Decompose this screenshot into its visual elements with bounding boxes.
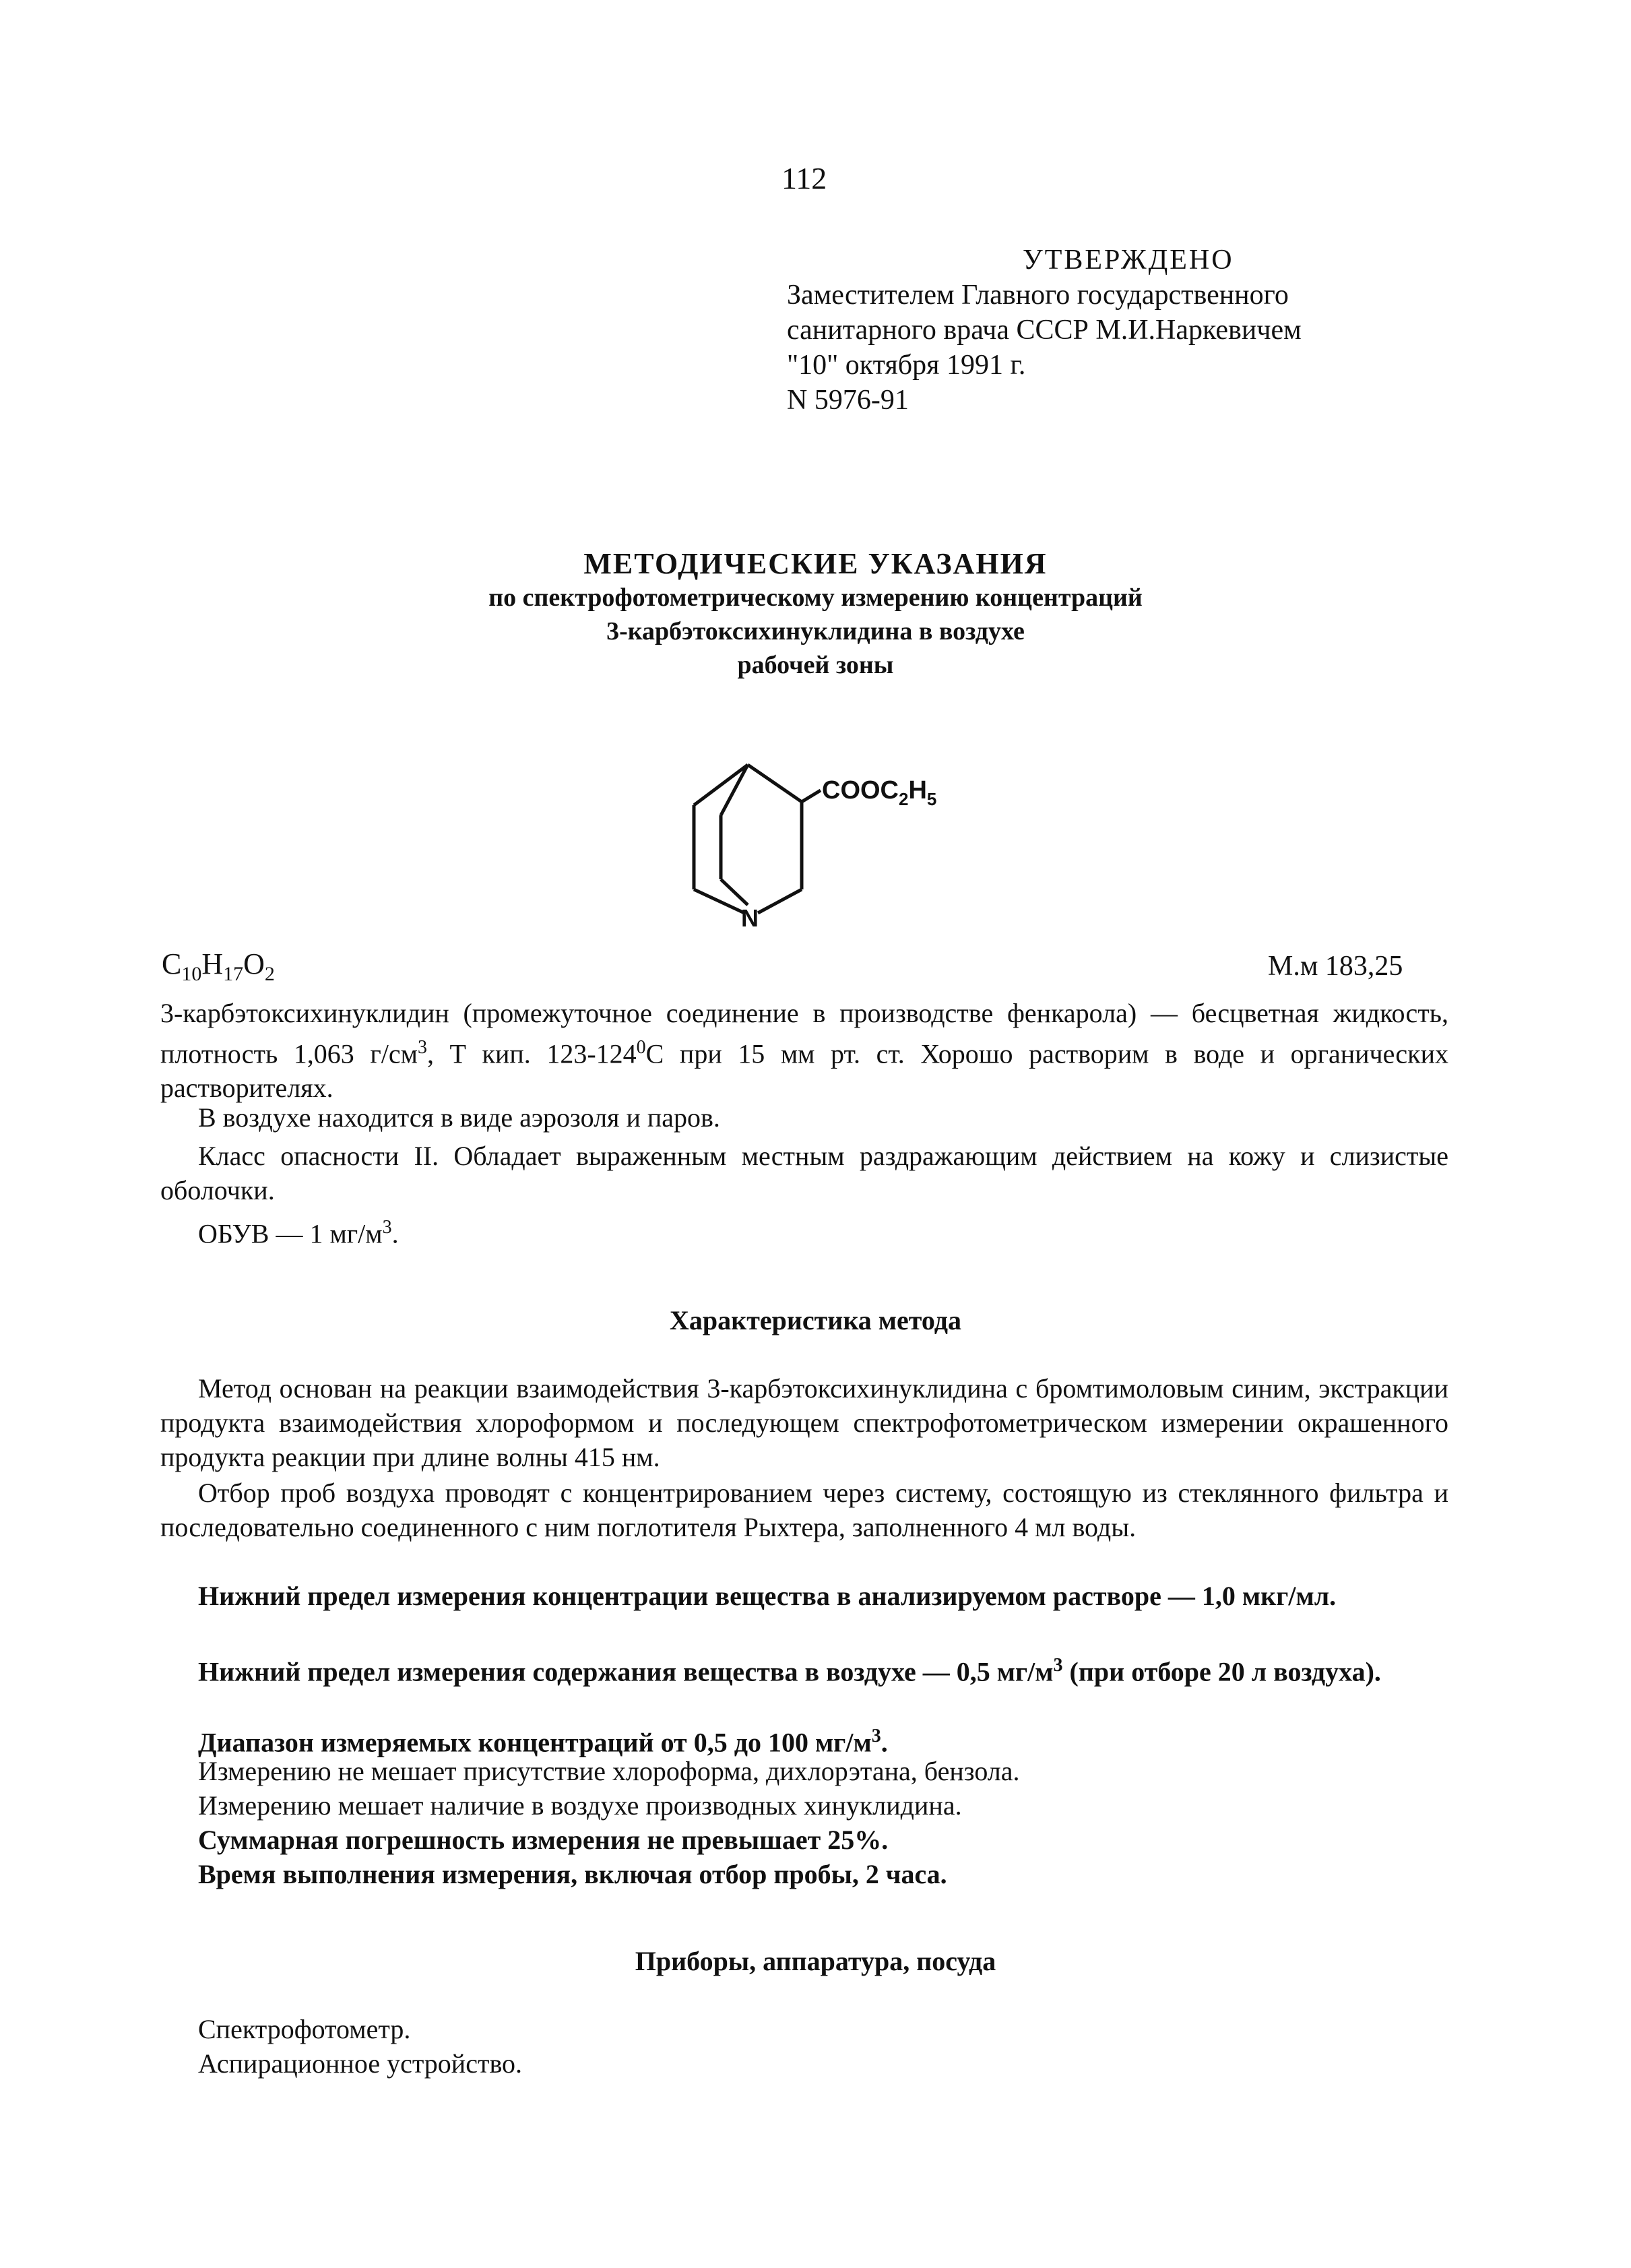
- page-number: 112: [781, 161, 827, 195]
- molar-mass: М.м 183,25: [1268, 951, 1403, 982]
- nitrogen-label: N: [741, 904, 759, 932]
- approval-line: "10" октября 1991 г.: [787, 350, 1026, 381]
- title-line: 3-карбэтоксихинуклидина в воздухе: [606, 617, 1025, 645]
- substituent-label: $COOC_2H_5$: [822, 776, 937, 809]
- method-line: Диапазон измеряемых концентраций от 0,5 до 100 $мг/м^3$.: [198, 1726, 888, 1758]
- approval-line: Заместителем Главного государственного: [787, 280, 1289, 311]
- method-line: Измерению не мешает присутствие хлороформа, дихлорэтана, бензола.: [198, 1756, 1020, 1786]
- intro-paragraph: 3-карбэтоксихинуклидин (промежуточное соединение в производстве фенкарола) — бесцветная жидкость, плотность 1,063 $г/см^3$, Т кип. $123-124^0С$ при 15 мм рт. ст. Хорошо растворим в воде и органических растворителях.: [160, 998, 1448, 1104]
- bond-lines: [694, 765, 821, 913]
- section-heading-equipment: Приборы, аппаратура, посуда: [635, 1946, 996, 1976]
- title-line: по спектрофотометрическому измерению концентраций: [488, 584, 1143, 612]
- approval-line: санитарного врача СССР М.И.Наркевичем: [787, 315, 1302, 346]
- method-paragraph: Нижний предел измерения концентрации вещества в анализируемом растворе — 1,0 мкг/мл.: [198, 1581, 1337, 1611]
- approval-block: [787, 243, 1302, 418]
- method-line: Измерению мешает наличие в воздухе производных хинуклидина.: [198, 1790, 962, 1821]
- method-line: Суммарная погрешность измерения не превышает 25%.: [198, 1825, 889, 1855]
- section-heading-method: Характеристика метода: [670, 1305, 961, 1335]
- approval-number: N 5976-91: [787, 385, 909, 416]
- title-line: рабочей зоны: [737, 651, 894, 679]
- obuv-value: ОБУВ — 1 $мг/м^3$.: [198, 1217, 399, 1249]
- approval-heading: УТВЕРЖДЕНО: [1023, 245, 1234, 276]
- method-paragraph: Нижний предел измерения содержания вещества в воздухе — 0,5 $мг/м^3$ (при отборе 20 л воздуха).: [198, 1655, 1381, 1687]
- equipment-item: Аспирационное устройство.: [198, 2048, 523, 2079]
- equipment-item: Спектрофотометр.: [198, 2014, 411, 2044]
- method-paragraph: Метод основан на реакции взаимодействия 3-карбэтоксихинуклидина с бромтимоловым синим, экстракции продукта взаимодействия хлороформом и последующем спектрофотометрическом измерении окрашенного продукта реакции при длине волны 415 нм.: [160, 1373, 1448, 1472]
- intro-paragraph: Класс опасности II. Обладает выраженным местным раздражающим действием на кожу и слизистые оболочки.: [160, 1141, 1448, 1205]
- quinuclidine-structure-diagram: [674, 751, 1011, 953]
- document-title: [0, 547, 1631, 682]
- molecular-formula: $C_{10}H_{17}O_2$: [162, 947, 275, 985]
- method-line: Время выполнения измерения, включая отбор пробы, 2 часа.: [198, 1859, 947, 1889]
- method-paragraph: Отбор проб воздуха проводят с концентрированием через систему, состоящую из стеклянного фильтра и последовательно соединенного с ним поглотителя Рыхтера, заполненного 4 мл воды.: [160, 1478, 1448, 1542]
- title-main: МЕТОДИЧЕСКИЕ УКАЗАНИЯ: [583, 547, 1048, 580]
- intro-paragraph: В воздухе находится в виде аэрозоля и паров.: [198, 1102, 720, 1133]
